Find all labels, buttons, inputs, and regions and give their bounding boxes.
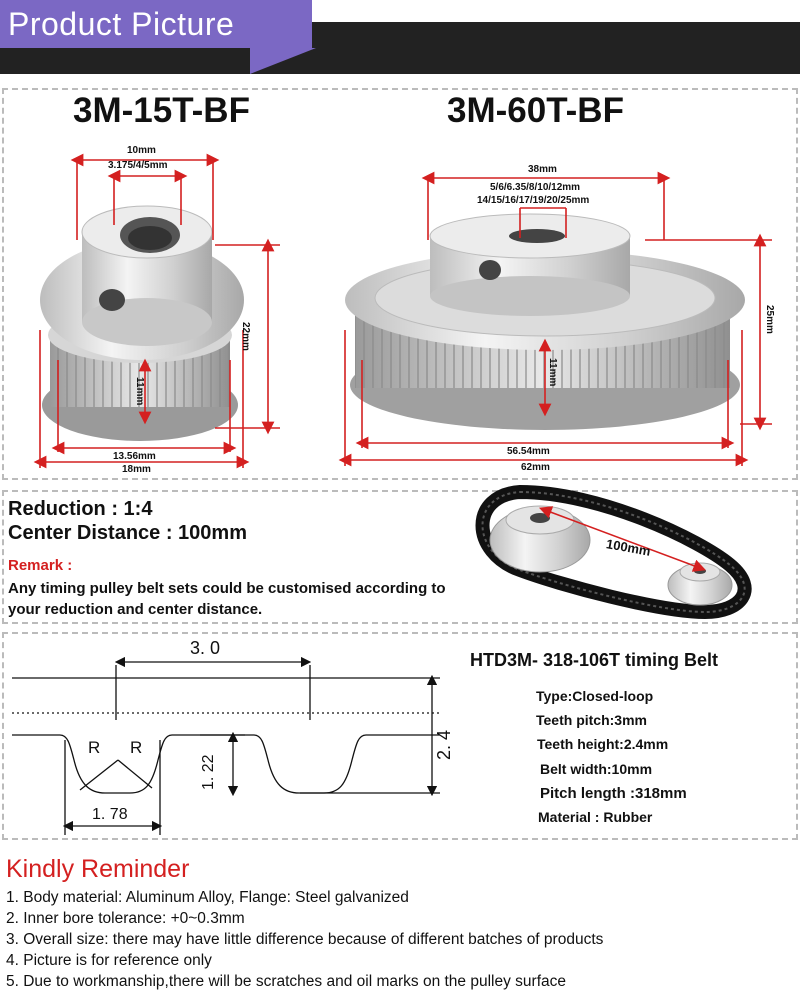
header-title: Product Picture xyxy=(8,6,235,42)
reminder-item: 4. Picture is for reference only xyxy=(6,952,212,969)
spec-teeth-height: Teeth height:2.4mm xyxy=(537,736,669,752)
reminder-item: 3. Overall size: there may have little difference because of different batches of products xyxy=(6,931,604,948)
dim-tooth-height-large: 11mm xyxy=(547,358,558,387)
model-title-large: 3M-60T-BF xyxy=(447,91,624,130)
profile-radius-right: R xyxy=(130,738,143,757)
dim-hub: 38mm xyxy=(528,164,557,175)
dim-bore-line2: 14/15/16/17/19/20/25mm xyxy=(477,195,590,206)
profile-height: 2. 4 xyxy=(434,729,454,760)
reminder-item: 2. Inner bore tolerance: +0~0.3mm xyxy=(6,910,245,927)
spec-pitch-length: Pitch length :318mm xyxy=(540,785,687,802)
reminder-item: 1. Body material: Aluminum Alloy, Flange: Steel galvanized xyxy=(6,889,409,906)
remark-text: Any timing pulley belt sets could be customised according to your reduction and center distance. xyxy=(8,580,446,618)
dim-height: 22mm xyxy=(240,322,251,351)
dim-tooth-dia-large: 56.54mm xyxy=(507,446,550,457)
dim-flange-dia-large: 62mm xyxy=(521,462,550,473)
dim-tooth-height: 11mm xyxy=(134,377,145,406)
reduction-line: Reduction : 1:4 xyxy=(8,498,153,520)
belt-title: HTD3M- 318-106T timing Belt xyxy=(470,650,719,670)
profile-width: 1. 78 xyxy=(92,806,128,823)
dim-bore: 3.175/4/5mm xyxy=(108,160,168,171)
spec-type: Type:Closed-loop xyxy=(536,688,654,704)
profile-pitch: 3. 0 xyxy=(190,638,221,658)
model-title-small: 3M-15T-BF xyxy=(73,91,250,130)
dim-bore-line1: 5/6/6.35/8/10/12mm xyxy=(490,182,581,193)
spec-material: Material : Rubber xyxy=(538,809,653,825)
dim-tooth-dia: 13.56mm xyxy=(113,451,156,462)
remark-label: Remark : xyxy=(8,557,73,574)
reminder-item: 5. Due to workmanship,there will be scratches and oil marks on the pulley surface xyxy=(6,973,566,990)
spec-pitch: Teeth pitch:3mm xyxy=(536,712,647,728)
profile-tooth: 1. 22 xyxy=(200,754,217,790)
diagram-center-label: 100mm xyxy=(605,536,652,559)
dim-flange-dia: 18mm xyxy=(122,464,151,475)
center-distance-line: Center Distance : 100mm xyxy=(8,522,247,544)
spec-width: Belt width:10mm xyxy=(540,761,653,777)
tooth-profile xyxy=(12,735,440,793)
reminder-title: Kindly Reminder xyxy=(6,855,190,883)
dim-flange-top: 10mm xyxy=(127,145,156,156)
dim-height-large: 25mm xyxy=(764,305,775,334)
profile-radius-left: R xyxy=(88,738,101,757)
